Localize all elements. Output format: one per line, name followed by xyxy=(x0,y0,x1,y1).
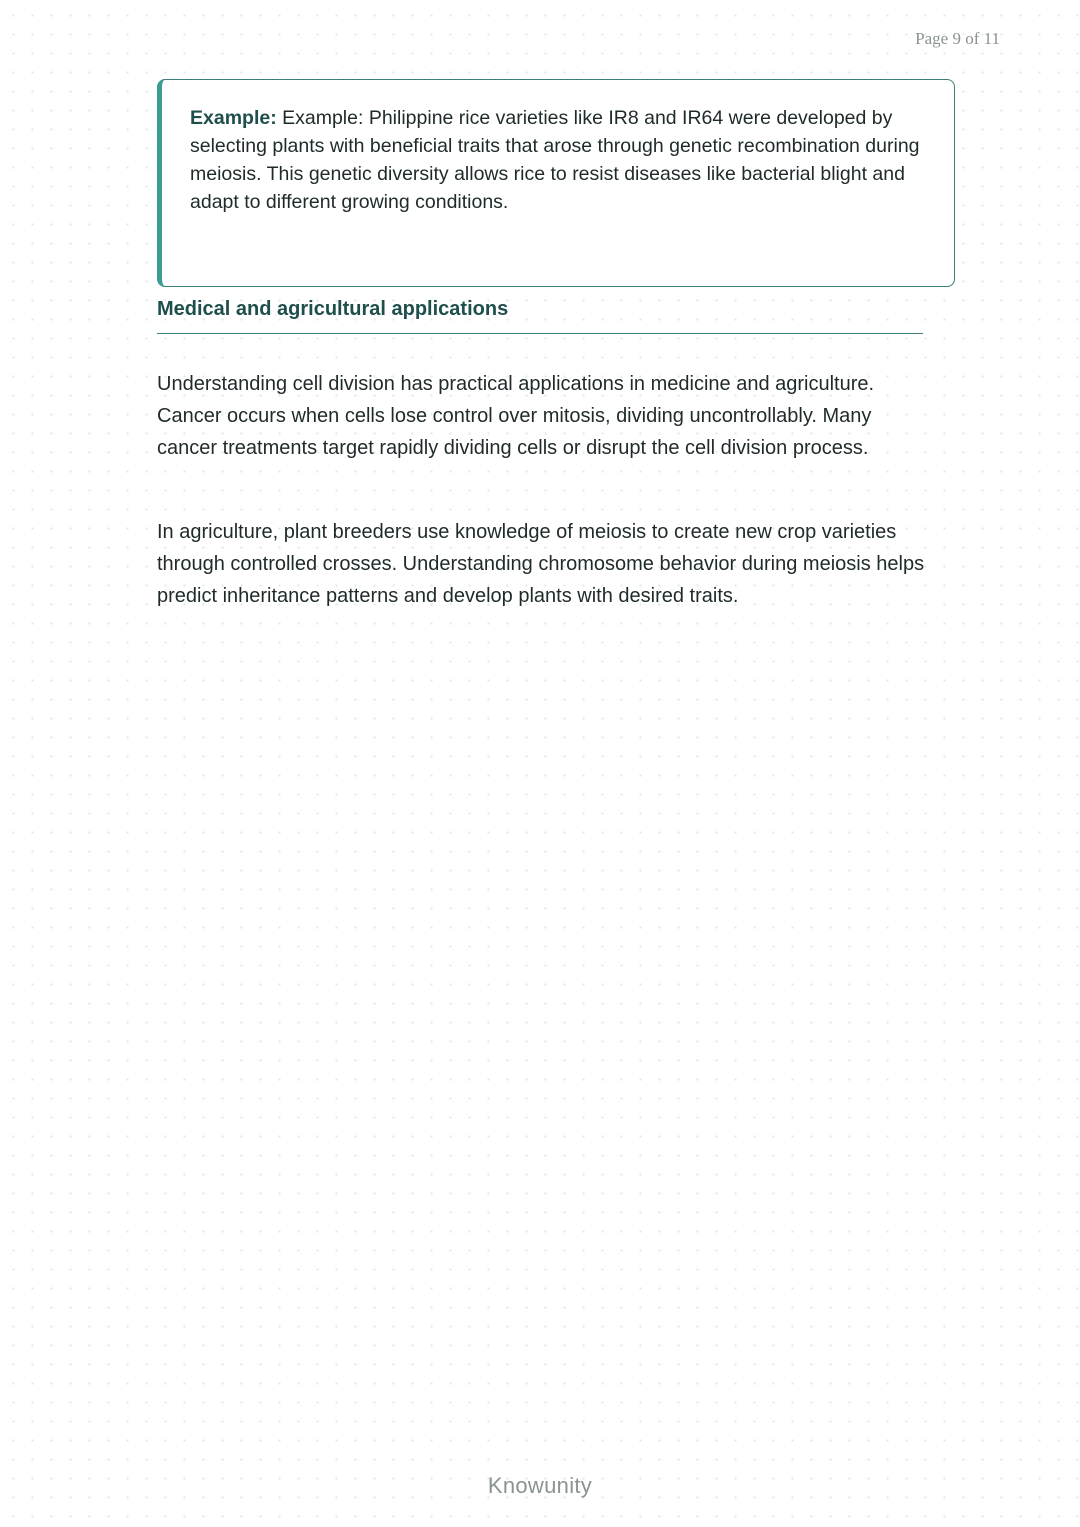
paragraph-agriculture: In agriculture, plant breeders use knowledge of meiosis to create new crop varieties through controlled crosses. Understanding chromosome behavior during meiosis helps predict inheritance patterns and develop plants with desired traits. xyxy=(157,521,925,607)
example-label: Example: xyxy=(190,107,277,129)
page-number: Page 9 of 11 xyxy=(915,29,1000,48)
example-text: Example: Philippine rice varieties like IR8 and IR64 were developed by selecting plants with beneficial traits that arose through genetic recombination during meiosis. This genetic diversity allows rice to resist diseases like bacterial blight and adapt to different growing conditions. xyxy=(190,107,920,213)
example-callout xyxy=(157,79,955,287)
section-heading: Medical and agricultural applications xyxy=(157,298,923,334)
paragraph-medical: Understanding cell division has practical applications in medicine and agriculture. Cancer occurs when cells lose control over mitosis, dividing uncontrollably. Many cancer treatments target rapidly dividing cells or disrupt the cell division process. xyxy=(157,373,875,459)
footer-brand-logo: Knowunity xyxy=(487,1473,593,1498)
